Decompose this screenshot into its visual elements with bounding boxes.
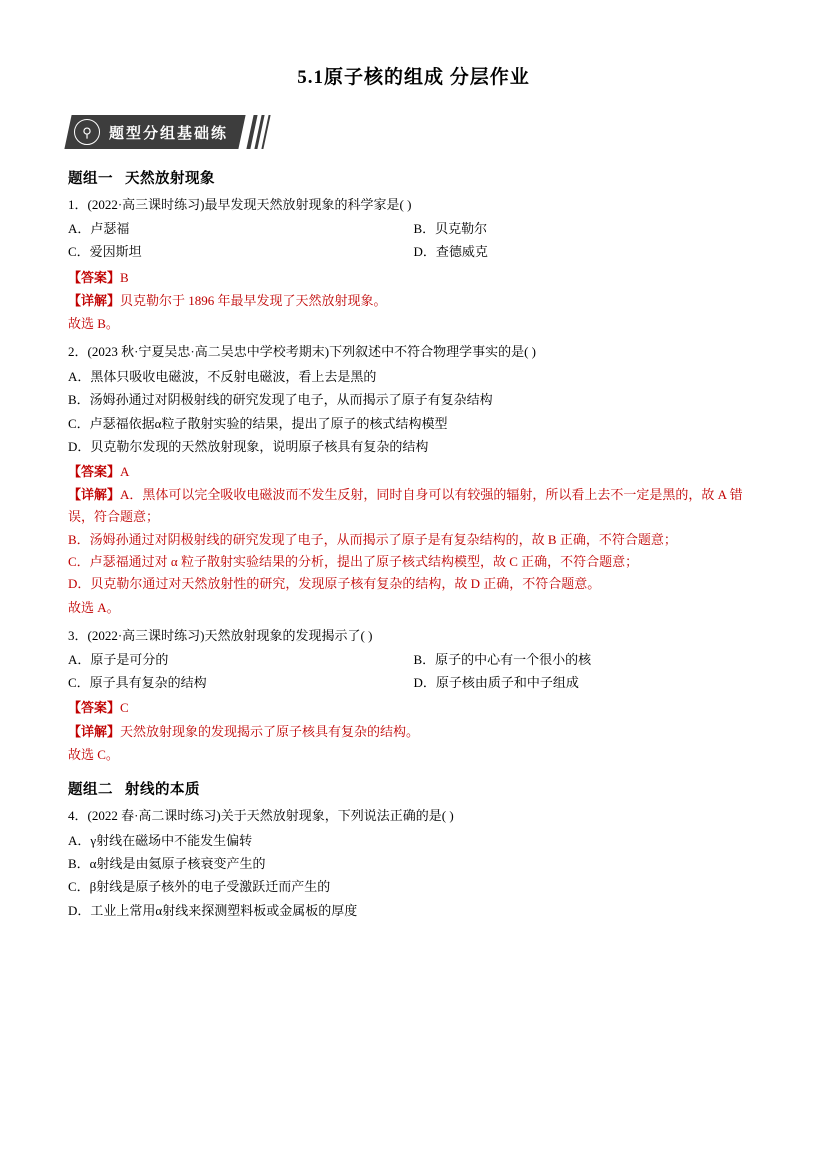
option-c[interactable]: C．爱因斯坦 <box>68 243 142 259</box>
spiral-icon: ⚲ <box>74 119 100 145</box>
question-options <box>68 649 759 695</box>
explain-line: 贝克勒尔于 1896 年最早发现了天然放射现象。 <box>120 292 387 308</box>
group-label-2: 题组二 <box>68 782 113 798</box>
answer-line <box>68 697 759 719</box>
option-b[interactable]: B．原子的中心有一个很小的核 <box>413 651 592 667</box>
choose-line: 故选 A。 <box>68 599 120 615</box>
answer-line <box>68 461 759 483</box>
option-d[interactable]: D．工业上常用α射线来探测塑料板或金属板的厚度 <box>68 902 358 918</box>
question-stem: 4．(2022 春·高二课时练习)关于天然放射现象，下列说法正确的是( ) <box>68 808 454 823</box>
explain-tag: 【详解】 <box>68 486 121 502</box>
question-1 <box>68 195 759 335</box>
option-d[interactable]: D．查德威克 <box>413 243 488 259</box>
explain-line-c: C．卢瑟福通过对 α 粒子散射实验结果的分析，提出了原子核式结构模型，故 C 正确，不符合题意； <box>68 554 639 569</box>
explain-tag: 【详解】 <box>68 723 121 739</box>
answer-value: A <box>120 463 130 479</box>
banner-stripes <box>250 115 267 149</box>
option-a[interactable]: A．原子是可分的 <box>68 651 169 667</box>
option-b[interactable]: B．贝克勒尔 <box>413 221 488 237</box>
option-d[interactable]: D．贝克勒尔发现的天然放射现象，说明原子核具有复杂的结构 <box>68 438 429 454</box>
explanation <box>68 721 759 743</box>
group-name-2: 射线的本质 <box>125 782 200 798</box>
group-heading-2 <box>68 778 759 799</box>
option-c[interactable]: C．β射线是原子核外的电子受激跃迁而产生的 <box>68 879 331 895</box>
group-heading-1 <box>68 167 759 188</box>
group-name-1: 天然放射现象 <box>125 171 215 187</box>
answer-line <box>68 267 759 289</box>
answer-tag: 【答案】 <box>68 269 121 285</box>
option-c[interactable]: C．原子具有复杂的结构 <box>68 674 207 690</box>
option-b[interactable]: B．汤姆孙通过对阴极射线的研究发现了电子，从而揭示了原子有复杂结构 <box>68 392 493 408</box>
page-title: 5.1原子核的组成 分层作业 <box>297 67 530 88</box>
explanation <box>68 290 759 312</box>
choose-line: 故选 B。 <box>68 316 119 332</box>
question-3 <box>68 626 759 766</box>
option-a[interactable]: A．黑体只吸收电磁波，不反射电磁波，看上去是黑的 <box>68 369 377 385</box>
option-d[interactable]: D．原子核由质子和中子组成 <box>413 674 579 690</box>
choose-line: 故选 C。 <box>68 746 119 762</box>
explain-tag: 【详解】 <box>68 292 121 308</box>
banner-label: 题型分组基础练 <box>109 125 229 142</box>
answer-value: B <box>120 269 129 285</box>
explanation <box>68 484 759 596</box>
question-4 <box>68 806 759 922</box>
answer-tag: 【答案】 <box>68 463 121 479</box>
group-label-1: 题组一 <box>68 171 113 187</box>
option-c[interactable]: C．卢瑟福依据α粒子散射实验的结果，提出了原子的核式结构模型 <box>68 415 448 431</box>
question-stem: 3．(2022·高三课时练习)天然放射现象的发现揭示了( ) <box>68 627 373 643</box>
section-banner <box>68 111 759 153</box>
explain-line: 天然放射现象的发现揭示了原子核具有复杂的结构。 <box>120 723 420 739</box>
explain-line-b: B．汤姆孙通过对阴极射线的研究发现了电子，从而揭示了原子是有复杂结构的，故 B 正确，不符合题意； <box>68 531 677 547</box>
banner-shape <box>64 115 245 149</box>
option-b[interactable]: B．α射线是由氦原子核衰变产生的 <box>68 856 266 872</box>
question-options <box>68 218 759 264</box>
question-options <box>68 829 759 922</box>
answer-value: C <box>120 700 129 716</box>
question-stem: 1．(2022·高三课时练习)最早发现天然放射现象的科学家是( ) <box>68 197 412 212</box>
explain-line-d: D．贝克勒尔通过对天然放射性的研究，发现原子核有复杂的结构，故 D 正确，不符合题意。 <box>68 576 601 592</box>
question-options <box>68 365 759 458</box>
question-stem: 2．(2023 秋·宁夏吴忠·高二吴忠中学校考期末)下列叙述中不符合物理学事实的是( ) <box>68 344 536 360</box>
option-a[interactable]: A．卢瑟福 <box>68 221 130 237</box>
answer-tag: 【答案】 <box>68 700 121 716</box>
question-2 <box>68 342 759 619</box>
option-a[interactable]: A．γ射线在磁场中不能发生偏转 <box>68 833 253 849</box>
explain-line-a: A．黑体可以完全吸收电磁波而不发生反射，同时自身可以有较强的辐射，所以看上去不一定是黑的，故 A 错误，符合题意； <box>68 486 743 525</box>
